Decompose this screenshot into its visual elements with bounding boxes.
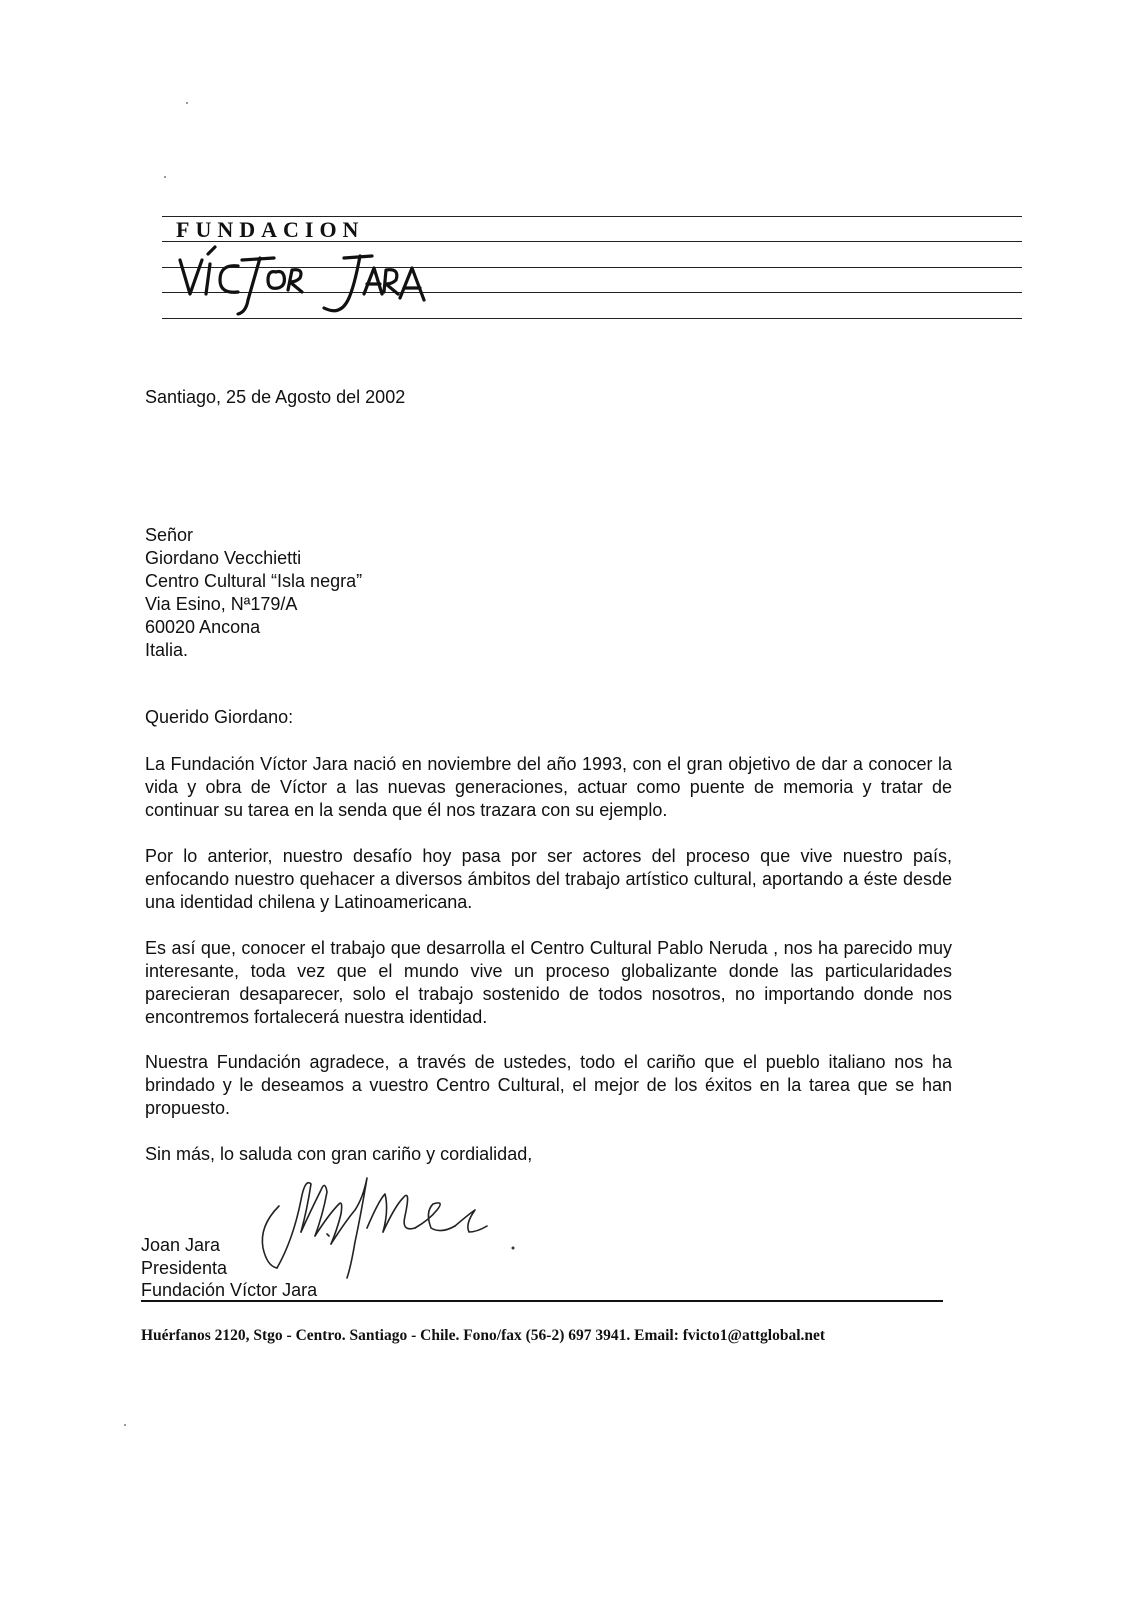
footer-contact: Huérfanos 2120, Stgo - Centro. Santiago - Chile. Fono/fax (56-2) 697 3941. Email: fvicto1@attglobal.net (141, 1327, 826, 1344)
body-paragraph: Por lo anterior, nuestro desafío hoy pasa por ser actores del proceso que vive nuestro país, enfocando nuestro quehacer a diversos ámbitos del trabajo artístico cultural, aportando a éste desde una identidad chilena y Latinoamericana. (145, 846, 952, 912)
scan-speck (124, 1424, 126, 1426)
signatory-name: Joan Jara (141, 1235, 221, 1255)
signature-block (141, 1234, 317, 1302)
body-paragraph: Nuestra Fundación agradece, a través de ustedes, todo el cariño que el pueblo italiano nos ha brindado y le deseamos a vuestro Centro Cultural, el mejor de los éxitos en la tarea que se han propuesto. (145, 1052, 952, 1118)
footer-rule (141, 1300, 943, 1302)
address-line: Italia. (145, 640, 189, 660)
body-paragraph: La Fundación Víctor Jara nació en noviembre del año 1993, con el gran objetivo de dar a conocer la vida y obra de Víctor a las nuevas generaciones, actuar como puente de memoria y tratar de continuar su tarea en la senda que él nos trazara con su ejemplo. (145, 754, 952, 820)
address-line: Giordano Vecchietti (145, 548, 302, 568)
salutation: Querido Giordano: (145, 707, 294, 727)
body-paragraph: Es así que, conocer el trabajo que desarrolla el Centro Cultural Pablo Neruda , nos ha parecido muy interesante, toda vez que el mundo vive un proceso globalizante donde las particularidades parecieran desaparecer, solo el trabajo sostenido de todos nosotros, no importando donde nos encontremos fortalecerá nuestra identidad. (145, 938, 952, 1027)
scan-speck (186, 102, 188, 104)
signatory-organization: Fundación Víctor Jara (141, 1280, 318, 1300)
recipient-address (145, 524, 362, 662)
letter-date: Santiago, 25 de Agosto del 2002 (145, 387, 406, 407)
signatory-title: Presidenta (141, 1257, 228, 1278)
address-line: 60020 Ancona (145, 617, 261, 637)
letterhead (162, 210, 1022, 325)
address-line: Señor (145, 525, 194, 545)
address-line: Via Esino, Nª179/A (145, 594, 298, 614)
letterhead-org-word: FUNDACION (176, 217, 365, 242)
scan-speck (164, 176, 166, 178)
address-line: Centro Cultural “Isla negra” (145, 571, 363, 591)
closing-line: Sin más, lo saluda con gran cariño y cordialidad, (145, 1144, 533, 1164)
victor-jara-logo (168, 242, 428, 320)
